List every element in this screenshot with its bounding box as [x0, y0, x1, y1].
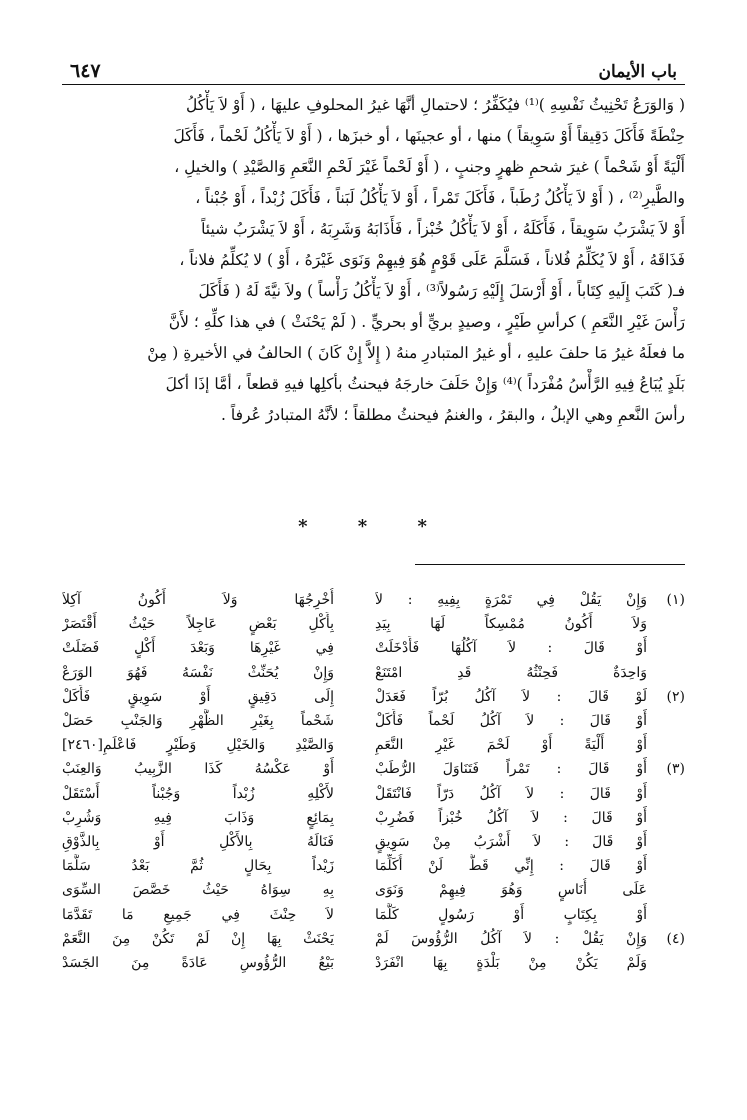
body-line: رأسَ النَّعمِ وهي الإبلُ ، والبقرُ ، والغنمُ فيحنثُ مطلقاً ؛ لأنَّهُ المتبادرُ عُرفاً .: [221, 406, 685, 424]
body-line: فـ( كَتَبَ إِلَيهِ كِتَاباً ، أَوْ أَرْسَلَ إِلَيْهِ رَسُولاً⁽³⁾ ، أَوْ لاَ يَأْكُلُ رَأْساً ) ولاَ نيَّةَ لَهُ ( فَأَكَلَ: [198, 282, 685, 300]
footnote: [62, 927, 685, 975]
verse-hemistich: وَإِنْ يُحَنِّثْ نَفْسَهُ فَهُوَ الوَرَعْ: [62, 664, 334, 681]
page-number: ٦٤٧: [70, 60, 101, 82]
footnote-number: (٢): [666, 688, 685, 705]
verse-hemistich: بِهِ سِوَاهُ حَيْثُ خَصَّصَ السِّوَى: [62, 882, 334, 899]
footnote: [62, 685, 685, 758]
body-line: والطَّيرِ⁽²⁾ ، ( أَوْ لاَ يَأْكُلُ رُطَباً ، فَأَكَلَ تَمْراً ، أَوْ لاَ يَأْكُلُ لَبَناً ، فَأَكَلَ زُبْداً ، أَوْ جُبْناً ،: [195, 189, 685, 207]
hemistich-column-right: [375, 757, 647, 926]
verse-hemistich: شَحْماً بِغَيْرِ الظَّهْرِ وَالجَنْبِ حَصَلْ: [62, 713, 334, 730]
verse-hemistich: وَإِنْ يَقُلْ : لاَ آكُلُ الرُّؤُوسَ لَمْ: [375, 930, 647, 947]
body-line: رَأْسَ غَيْرِ النَّعَمِ ) كرأسِ طَيْرٍ ، وصيدٍ بريٍّ أو بحريٍّ . ( لَمْ يَحْنَثْ ) في هذا كلِّهِ ؛ لأَنَّ: [168, 313, 685, 331]
footnote: [62, 588, 685, 685]
verse-hemistich: وَإِنْ يَقُلْ فِي تَمْرَةٍ بِفِيهِ : لاَ: [375, 592, 647, 608]
verse-hemistich: لأَكْلِهِ زُبْداً وَجُبْناً أَسْتَقَلْ: [62, 785, 334, 802]
verse-hemistich: إِلَى دَقِيقٍ أَوْ سَوِيقٍ فَأَكَلْ: [62, 688, 334, 705]
verse-hemistich: وَلاَ أَكُونُ مُمْسِكاً لَهَا بِيَدِ: [375, 616, 647, 633]
verse-hemistich: بَيْعُ الرُّؤُوسِ عَادَةً مِنَ الجَسَدْ: [62, 955, 334, 972]
verse-hemistich: أُخْرِجُهَا وَلاَ أَكُونُ آكِلاَ: [62, 592, 334, 608]
verse-hemistich: أَوْ قَالَ : لاَ آكُلُهَا فَأَدْخَلَتْ: [375, 640, 647, 657]
footnote-number: (١): [666, 592, 685, 608]
body-line: ما فعلَهُ غيرُ مَا حلفَ عليهِ ، أو غيرُ المتبادرِ منهُ ( إِلاَّ إِنْ كَانَ ) الحالفُ في الأخيرةِ ( مِنْ: [147, 344, 685, 362]
hemistich-column-left: [62, 757, 334, 926]
body-line: فَذَاقَهُ ، أَوْ لاَ يُكَلِّمُ فُلاناً ، فَسَلَّمَ عَلَى قَوْمٍ هُوَ فِيهِمْ وَنَوَى غَيْرَهُ ، أَوْ ) لا يُكلِّمُ فلاناً ،: [179, 251, 685, 269]
hemistich-column-left: [62, 685, 334, 758]
verse-hemistich: فَنَالَهُ بِالأَكْلِ أَوْ بِالذَّوْقِ: [62, 834, 334, 851]
hemistich-column-right: [375, 588, 647, 685]
verse-hemistich: أَوْ قَالَ : لاَ آكُلُ دَرّاً فَانْتَقَلْ: [375, 785, 647, 802]
verse-hemistich: أَوْ قَالَ : لاَ آكُلُ خُبْزاً فَضُرِبْ: [375, 809, 647, 826]
main-text: [62, 90, 685, 510]
body-line: حِنْطَةً فَأَكَلَ دَقِيقاً أَوْ سَوِيقاً ) منها ، أو عجينَها ، أو خبزَها ، ( أَوْ لاَ يَأْكُلُ لَحْماً ، فَأَكَلَ: [173, 127, 685, 145]
hemistich-column-left: [62, 927, 334, 975]
verse-hemistich: فِي غَيْرِهَا وَبَعْدَ أَكْلٍ فَضَلَتْ: [62, 640, 334, 657]
verse-hemistich: وَالصَّيْدِ وَالخَيْلِ وَطَيْرٍ فَاعْلَمِ: [103, 737, 334, 754]
verse-hemistich: لَوْ قَالَ : لاَ آكُلُ بُرّاً فَعَدَلْ: [375, 688, 647, 705]
hemistich-column-right: [375, 927, 647, 975]
verse-hemistich: أَوْ قَالَ : إِنِّي قَطُّ لَنْ أُكَلِّمَا: [375, 858, 647, 875]
footnotes: [62, 588, 685, 1098]
header-rule: [62, 84, 685, 85]
verse-hemistich: يَحْنَثْ بِهَا إِنْ لَمْ تَكُنْ مِنَ النَّعَمْ: [62, 930, 334, 947]
footnote: [62, 757, 685, 926]
verse-hemistich: بِأَكْلِ بَعْضٍ عَاجِلاً حَيْثُ أَقْتَصَرْ: [62, 616, 334, 633]
verse-hemistich: أَوْ أَلْيَةً أَوْ لَحْمَ غَيْرِ النَّعَمِ: [375, 737, 647, 754]
verse-hemistich: لاَ حِنْثَ فِي جَمِيعِ مَا تَقَدَّمَا: [62, 906, 334, 923]
hemistich-column-right: [375, 685, 647, 758]
verse-hemistich: زَيْداً بِحَالٍ ثُمَّ بَعْدُ سَلَّمَا: [62, 858, 334, 875]
verse-hemistich: أَوْ قَالَ : لاَ أَشْرَبُ مِنْ سَوِيقٍ: [375, 834, 647, 851]
body-line: أَلْيَةً أَوْ شَحْماً ) غيرَ شحمِ ظهرٍ وجنبٍ ، ( أَوْ لَحْماً غَيْرَ لَحْمِ النَّعَمِ وَالصَّيْدِ ) والخيلِ ،: [174, 158, 685, 176]
verse-hemistich: أَوْ عَكْسُهُ كَذَا الزَّبِيبُ وَالعِنَبْ: [62, 761, 334, 778]
page-header: [70, 52, 677, 82]
verse-hemistich: عَلَى أُنَاسٍ وَهُوَ فِيهِمْ وَنَوَى: [375, 882, 647, 899]
footnote-number: (٣): [666, 761, 685, 778]
body-line: بَلَدٍ يُبَاعُ فِيهِ الرَّأْسُ مُفْرَداً )⁽⁴⁾ وَإِنْ حَلَفَ خارجَهُ فيحنثُ بأكلِها فيهِ قطعاً ، أمَّا إذَا أكلَ: [165, 375, 685, 393]
verse-hemistich: أَوْ قَالَ : لاَ آكُلُ لَحْماً فَأَكَلْ: [375, 713, 647, 730]
margin-reference: [٢٤٦٠]: [62, 737, 104, 754]
section-separator: * * *: [298, 516, 449, 537]
verse-hemistich: بِمَائِعٍ وَذَابَ فِيهِ وَشُرِبْ: [62, 809, 334, 826]
hemistich-column-left: [62, 588, 334, 685]
verse-hemistich: وَلَمْ يَكُنْ مِنْ بَلْدَةٍ بِهَا انْفَرَدْ: [375, 955, 647, 972]
verse-hemistich: وَاحِدَةٌ فَحِنْثُهُ قَدِ امْتَنَعْ: [375, 664, 647, 681]
body-line: أَوْ لاَ يَشْرَبُ سَوِيقاً ، فَأَكَلَهُ ، أَوْ لاَ يَأْكُلُ خُبْزاً ، فَأَذَابَهُ وَشَرِبَهُ ، أَوْ لاَ يَشْرَبُ شيئاً: [201, 220, 685, 238]
verse-hemistich: أَوْ قَالَ : تَمْراً فَتَنَاوَلَ الرُّطَبْ: [375, 761, 647, 778]
footnote-rule: [415, 564, 685, 565]
chapter-title: باب الأيمان: [598, 62, 677, 82]
verse-hemistich: أَوْ بِكِتَابٍ أَوْ رَسُولٍ كَلَّمَا: [375, 906, 647, 923]
body-line: ( وَالوَرَعُ تَحْنِيثُ نَفْسِهِ )⁽¹⁾ فيُكَفِّرُ ؛ لاحتمالِ أنَّهَا غيرُ المحلوفِ عليهَا ، ( أَوْ لاَ يَأْكُلُ: [185, 96, 685, 114]
footnote-number: (٤): [666, 930, 685, 947]
